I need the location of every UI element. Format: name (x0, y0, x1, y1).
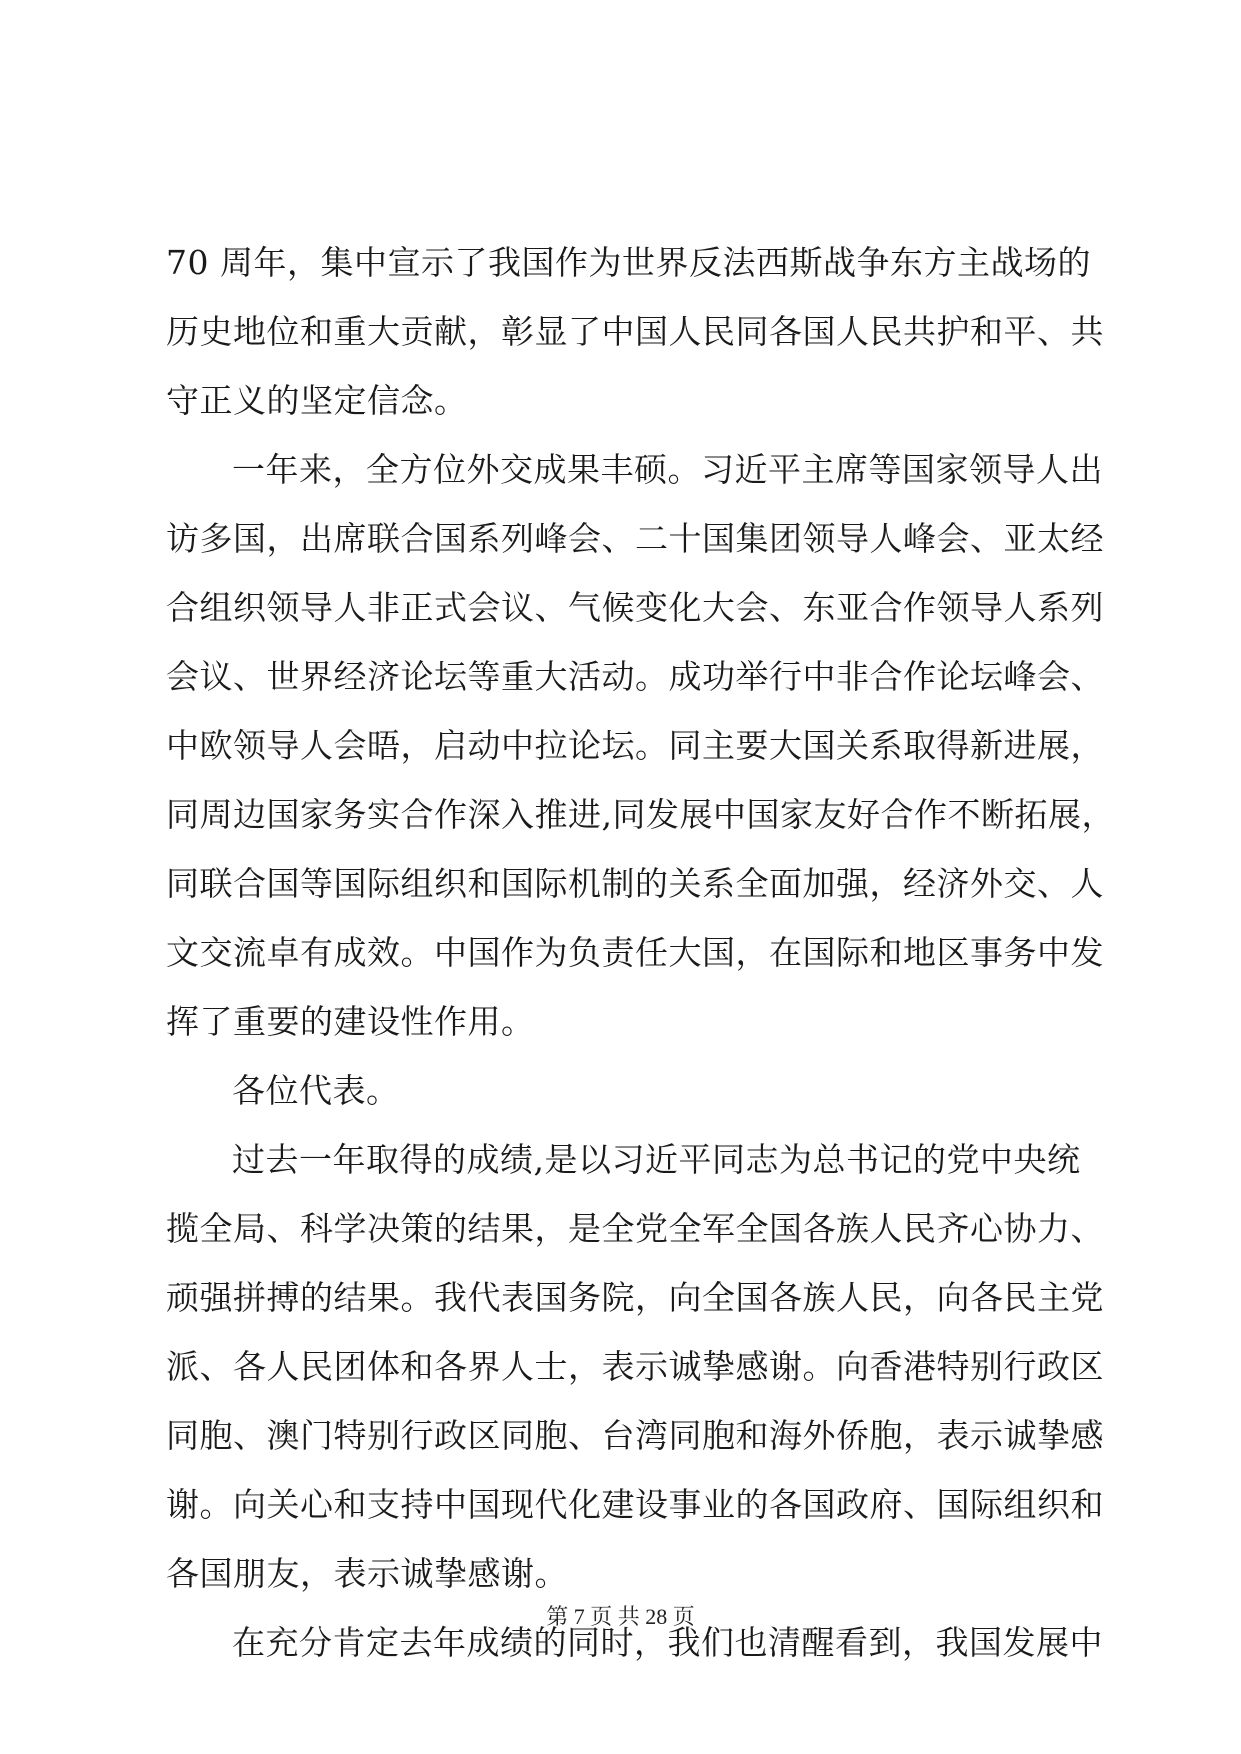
paragraph-start-line: 在充分肯定去年成绩的同时，我们也清醒看到，我国发展中 (232, 1623, 1103, 1662)
text-line: 派、各人民团体和各界人士，表示诚挚感谢。向香港特别行政区 (166, 1347, 1104, 1386)
text-line: 同联合国等国际组织和国际机制的关系全面加强，经济外交、人 (166, 864, 1104, 903)
paragraph-start-line: 各位代表。 (232, 1071, 400, 1110)
text-line: 历史地位和重大贡献，彰显了中国人民同各国人民共护和平、共 (166, 312, 1104, 351)
text-line: 顽强拼搏的结果。我代表国务院，向全国各族人民，向各民主党 (166, 1278, 1104, 1317)
text-line: 中欧领导人会晤，启动中拉论坛。同主要大国关系取得新进展， (166, 726, 1104, 765)
text-line: 挥了重要的建设性作用。 (166, 1002, 535, 1041)
paragraph-start-line: 过去一年取得的成绩,是以习近平同志为总书记的党中央统 (232, 1140, 1081, 1179)
text-line: 同周边国家务实合作深入推进,同发展中国家友好合作不断拓展， (166, 795, 1115, 834)
text-line: 守正义的坚定信念。 (166, 381, 468, 420)
paragraph-start-line: 一年来，全方位外交成果丰硕。习近平主席等国家领导人出 (232, 450, 1103, 489)
document-body (166, 228, 1115, 1677)
page-number-footer: 第 7 页 共 28 页 (546, 1604, 695, 1629)
text-line: 70 周年，集中宣示了我国作为世界反法西斯战争东方主战场的 (166, 243, 1091, 282)
text-line: 揽全局、科学决策的结果，是全党全军全国各族人民齐心协力、 (166, 1209, 1104, 1248)
text-line: 访多国，出席联合国系列峰会、二十国集团领导人峰会、亚太经 (166, 519, 1104, 558)
text-line: 各国朋友，表示诚挚感谢。 (166, 1554, 568, 1593)
text-line: 文交流卓有成效。中国作为负责任大国，在国际和地区事务中发 (166, 933, 1104, 972)
text-line: 会议、世界经济论坛等重大活动。成功举行中非合作论坛峰会、 (166, 657, 1104, 696)
text-line: 同胞、澳门特别行政区同胞、台湾同胞和海外侨胞，表示诚挚感 (166, 1416, 1104, 1455)
text-line: 合组织领导人非正式会议、气候变化大会、东亚合作领导人系列 (166, 588, 1104, 627)
text-line: 谢。向关心和支持中国现代化建设事业的各国政府、国际组织和 (166, 1485, 1104, 1524)
